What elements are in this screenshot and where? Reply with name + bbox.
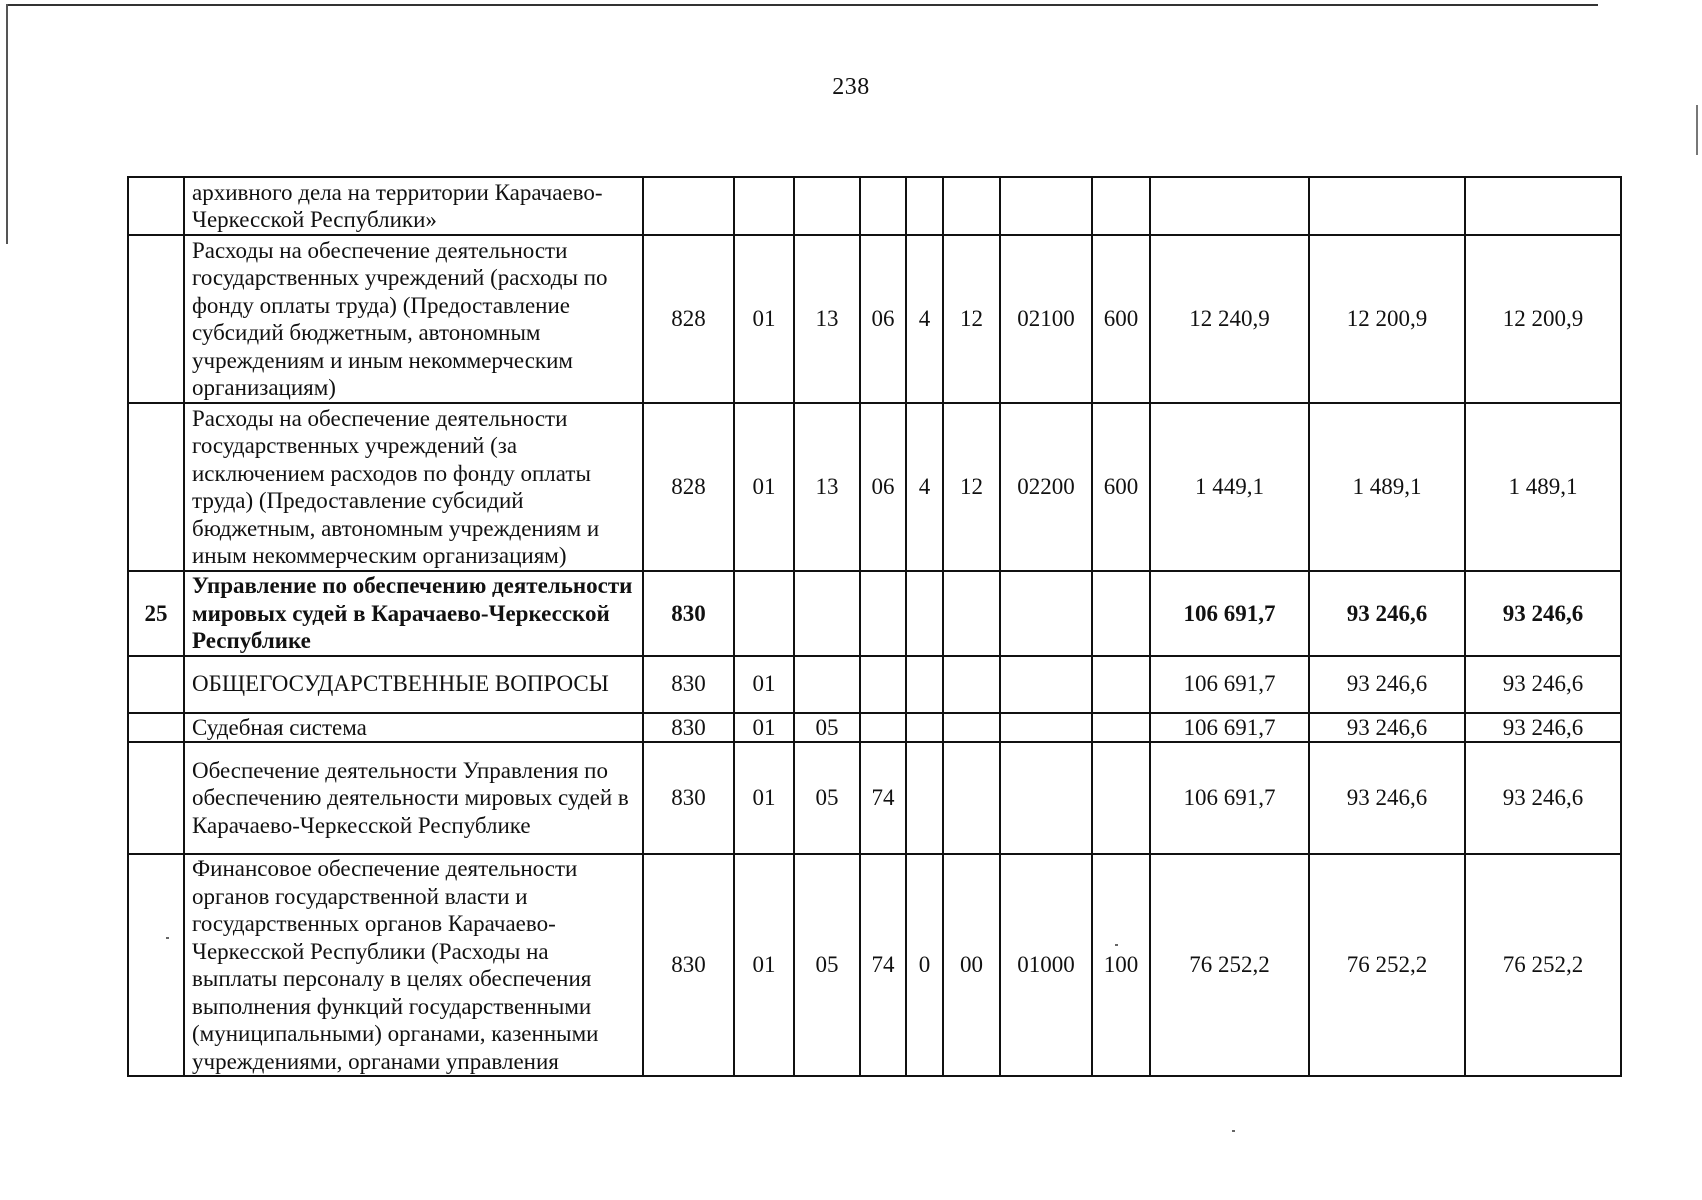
row-name-cell: Судебная система: [184, 713, 643, 743]
amount-year1-cell: 1 449,1: [1150, 403, 1309, 571]
amount-year3-cell: 1 489,1: [1465, 403, 1621, 571]
section-cell: [734, 177, 794, 235]
section-cell: 01: [734, 656, 794, 713]
amount-year2-cell: 93 246,6: [1309, 742, 1465, 854]
section-cell: 01: [734, 713, 794, 743]
target-code-part4-cell: 01000: [1000, 854, 1092, 1076]
target-code-part2-cell: [906, 177, 943, 235]
table-row: [128, 656, 1621, 713]
amount-year3-cell: 93 246,6: [1465, 742, 1621, 854]
row-name-cell: Управление по обеспечению деятельности мировых судей в Карачаево-Черкесской Республике: [184, 571, 643, 656]
subsection-cell: 13: [794, 403, 860, 571]
section-cell: [734, 571, 794, 656]
row-number-cell: [128, 177, 184, 235]
scan-edge-right: [1696, 105, 1698, 155]
subsection-cell: [794, 571, 860, 656]
target-code-part1-cell: [860, 656, 906, 713]
section-cell: 01: [734, 403, 794, 571]
amount-year3-cell: 93 246,6: [1465, 571, 1621, 656]
subsection-cell: 05: [794, 854, 860, 1076]
row-number-cell: 25: [128, 571, 184, 656]
section-cell: 01: [734, 742, 794, 854]
amount-year3-cell: 93 246,6: [1465, 656, 1621, 713]
expense-type-cell: 600: [1092, 403, 1150, 571]
target-code-part3-cell: 00: [943, 854, 1000, 1076]
row-number-cell: [128, 235, 184, 403]
table-row: [128, 742, 1621, 854]
target-code-part1-cell: 06: [860, 235, 906, 403]
target-code-part1-cell: [860, 713, 906, 743]
expense-type-cell: [1092, 656, 1150, 713]
target-code-part3-cell: 12: [943, 403, 1000, 571]
table-row: [128, 713, 1621, 743]
row-name-cell: Расходы на обеспечение деятельности государственных учреждений (за исключением расходов по фонду оплаты труда) (Предоставление субсидий бюджетным, автономным учреждениям и иным некоммерческим организациям): [184, 403, 643, 571]
target-code-part1-cell: 06: [860, 403, 906, 571]
amount-year2-cell: 76 252,2: [1309, 854, 1465, 1076]
scan-edge-left: [6, 4, 8, 244]
row-name-cell: Финансовое обеспечение деятельности органов государственной власти и государственных органов Карачаево-Черкесской Республики (Расходы на выплаты персоналу в целях обеспечения выполнения функций государственными (муниципальными) органами, казенными учреждениями, органами управления: [184, 854, 643, 1076]
target-code-part1-cell: [860, 177, 906, 235]
amount-year3-cell: [1465, 177, 1621, 235]
subsection-cell: [794, 656, 860, 713]
target-code-part4-cell: 02200: [1000, 403, 1092, 571]
target-code-part3-cell: [943, 177, 1000, 235]
table-row: [128, 235, 1621, 403]
expense-type-cell: 100: [1092, 854, 1150, 1076]
target-code-part4-cell: [1000, 713, 1092, 743]
expense-type-cell: [1092, 742, 1150, 854]
table-row-department: [128, 571, 1621, 656]
target-code-part4-cell: 02100: [1000, 235, 1092, 403]
target-code-part2-cell: [906, 742, 943, 854]
row-number-cell: [128, 854, 184, 1076]
target-code-part2-cell: [906, 713, 943, 743]
target-code-part3-cell: 12: [943, 235, 1000, 403]
ved-cell: 830: [643, 713, 734, 743]
row-name-cell: ОБЩЕГОСУДАРСТВЕННЫЕ ВОПРОСЫ: [184, 656, 643, 713]
amount-year1-cell: 106 691,7: [1150, 713, 1309, 743]
expense-type-cell: [1092, 177, 1150, 235]
expense-type-cell: 600: [1092, 235, 1150, 403]
scan-edge-top: [8, 4, 1598, 6]
amount-year1-cell: 106 691,7: [1150, 742, 1309, 854]
target-code-part3-cell: [943, 571, 1000, 656]
section-cell: 01: [734, 854, 794, 1076]
page-number: 238: [832, 74, 870, 100]
target-code-part4-cell: [1000, 571, 1092, 656]
row-number-cell: [128, 656, 184, 713]
target-code-part1-cell: 74: [860, 742, 906, 854]
amount-year1-cell: 106 691,7: [1150, 571, 1309, 656]
target-code-part2-cell: [906, 571, 943, 656]
row-number-cell: [128, 713, 184, 743]
amount-year3-cell: 12 200,9: [1465, 235, 1621, 403]
row-number-cell: [128, 742, 184, 854]
expense-type-cell: [1092, 713, 1150, 743]
amount-year2-cell: 93 246,6: [1309, 656, 1465, 713]
target-code-part4-cell: [1000, 742, 1092, 854]
subsection-cell: 13: [794, 235, 860, 403]
ved-cell: 828: [643, 403, 734, 571]
amount-year3-cell: 93 246,6: [1465, 713, 1621, 743]
ved-cell: 830: [643, 742, 734, 854]
scan-speck: [1232, 1130, 1235, 1132]
row-number-cell: [128, 403, 184, 571]
amount-year2-cell: 12 200,9: [1309, 235, 1465, 403]
budget-table: [127, 176, 1622, 1077]
target-code-part2-cell: [906, 656, 943, 713]
target-code-part1-cell: 74: [860, 854, 906, 1076]
ved-cell: 830: [643, 854, 734, 1076]
amount-year2-cell: 93 246,6: [1309, 571, 1465, 656]
amount-year2-cell: 1 489,1: [1309, 403, 1465, 571]
target-code-part2-cell: 0: [906, 854, 943, 1076]
amount-year2-cell: [1309, 177, 1465, 235]
subsection-cell: 05: [794, 742, 860, 854]
ved-cell: [643, 177, 734, 235]
row-name-cell: архивного дела на территории Карачаево-Черкесской Республики»: [184, 177, 643, 235]
scan-speck: [1115, 944, 1118, 946]
target-code-part2-cell: 4: [906, 235, 943, 403]
table-row: [128, 854, 1621, 1076]
table-row: [128, 177, 1621, 235]
row-name-cell: Расходы на обеспечение деятельности государственных учреждений (расходы по фонду оплаты труда) (Предоставление субсидий бюджетным, автономным учреждениям и иным некоммерческим организациям): [184, 235, 643, 403]
subsection-cell: [794, 177, 860, 235]
ved-cell: 828: [643, 235, 734, 403]
amount-year1-cell: 106 691,7: [1150, 656, 1309, 713]
ved-cell: 830: [643, 571, 734, 656]
subsection-cell: 05: [794, 713, 860, 743]
scan-speck: [166, 937, 169, 939]
amount-year1-cell: 12 240,9: [1150, 235, 1309, 403]
amount-year1-cell: [1150, 177, 1309, 235]
target-code-part3-cell: [943, 713, 1000, 743]
target-code-part2-cell: 4: [906, 403, 943, 571]
table-row: [128, 403, 1621, 571]
target-code-part3-cell: [943, 742, 1000, 854]
target-code-part3-cell: [943, 656, 1000, 713]
amount-year2-cell: 93 246,6: [1309, 713, 1465, 743]
target-code-part4-cell: [1000, 177, 1092, 235]
row-name-cell: Обеспечение деятельности Управления по обеспечению деятельности мировых судей в Карачаево-Черкесской Республике: [184, 742, 643, 854]
target-code-part1-cell: [860, 571, 906, 656]
target-code-part4-cell: [1000, 656, 1092, 713]
amount-year3-cell: 76 252,2: [1465, 854, 1621, 1076]
ved-cell: 830: [643, 656, 734, 713]
amount-year1-cell: 76 252,2: [1150, 854, 1309, 1076]
section-cell: 01: [734, 235, 794, 403]
expense-type-cell: [1092, 571, 1150, 656]
